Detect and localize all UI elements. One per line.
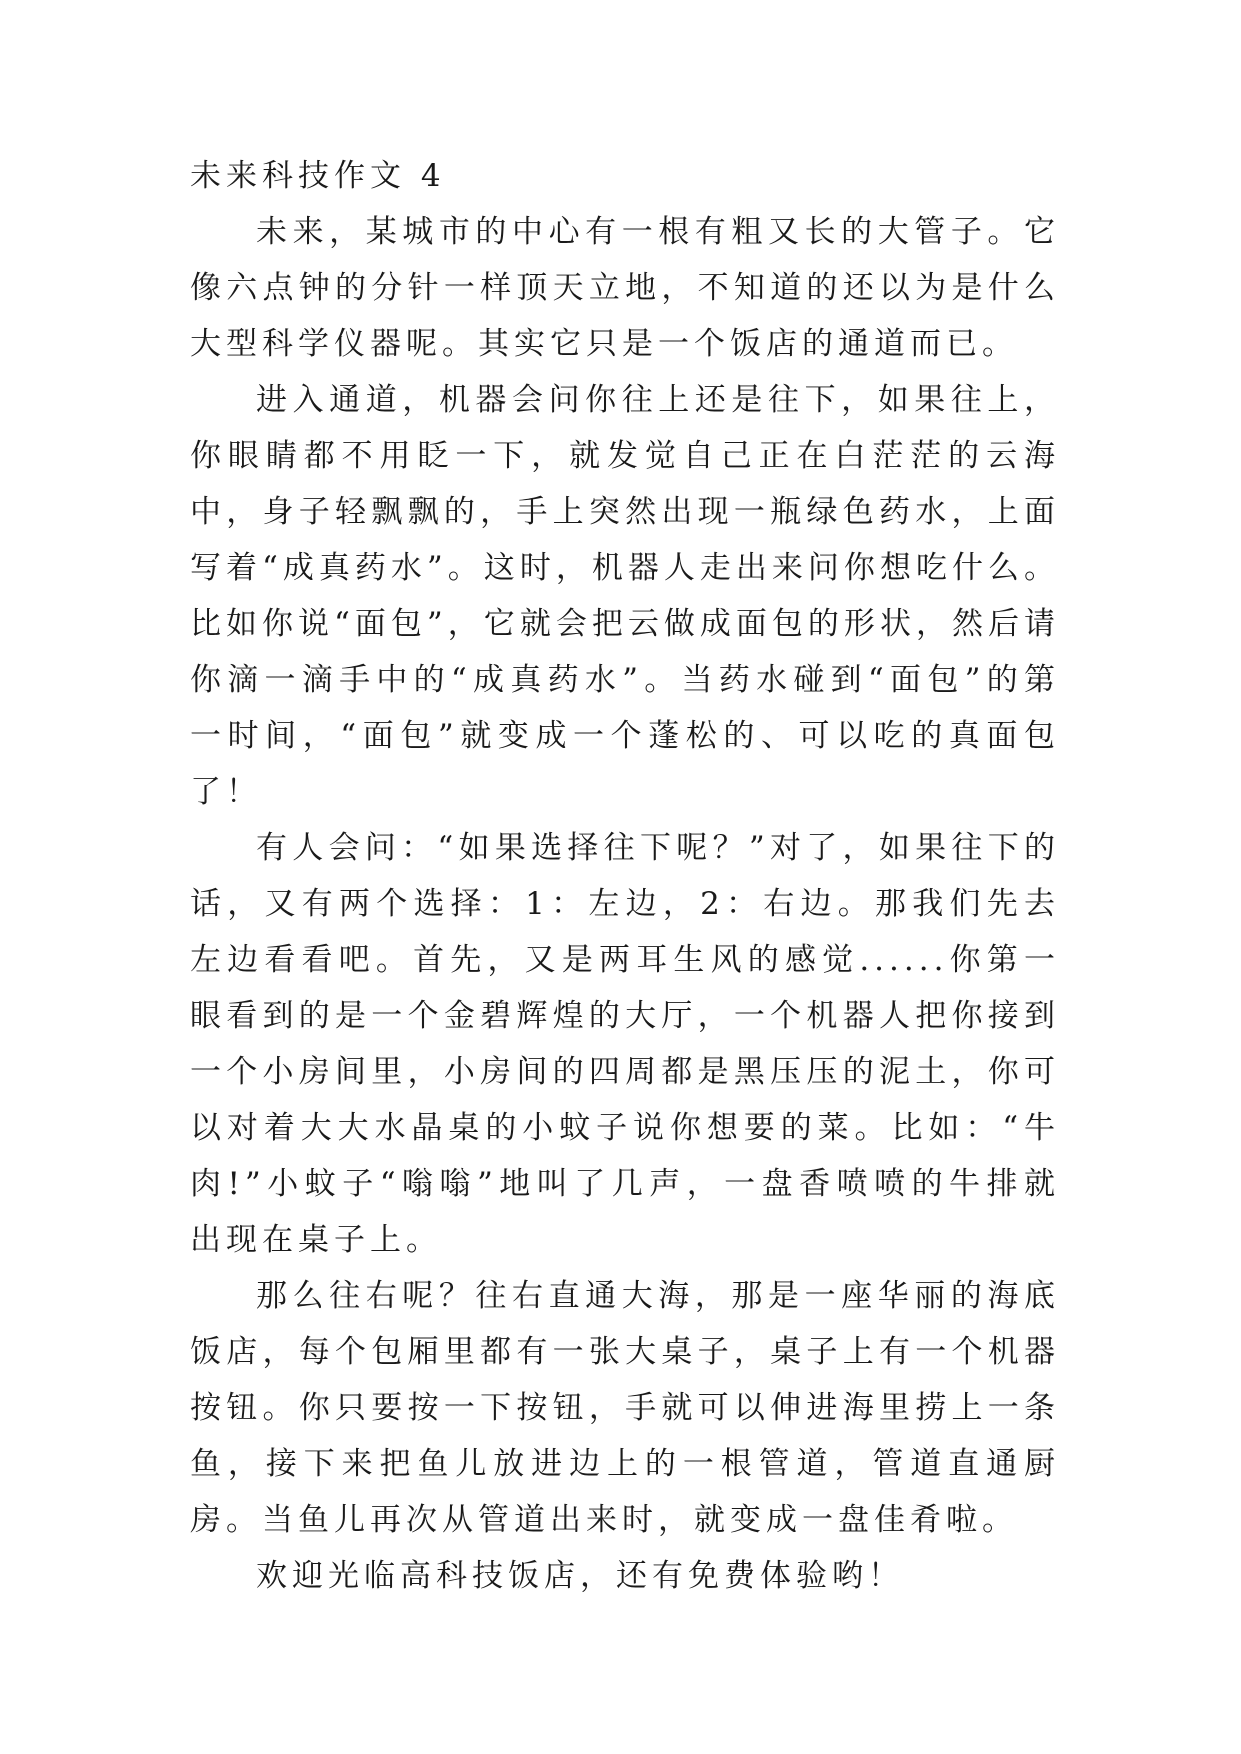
paragraph-1: 未来，某城市的中心有一根有粗又长的大管子。它像六点钟的分针一样顶天立地，不知道的还以为是什么大型科学仪器呢。其实它只是一个饭店的通道而已。 bbox=[190, 214, 1060, 362]
paragraph-3: 有人会问：“如果选择往下呢？”对了，如果往下的话，又有两个选择：1：左边，2：右边。那我们先去左边看看吧。首先，又是两耳生风的感觉......你第一眼看到的是一个金碧辉煌的大厅，一个机器人把你接到一个小房间里，小房间的四周都是黑压压的泥土，你可以对着大大水晶桌的小蚊子说你想要的菜。比如：“牛肉!”小蚊子“嗡嗡”地叫了几声，一盘香喷喷的牛排就出现在桌子上。 bbox=[190, 830, 1060, 1258]
document-body bbox=[190, 148, 1060, 1604]
paragraph-5: 欢迎光临高科技饭店，还有免费体验哟！ bbox=[256, 1558, 904, 1594]
paragraph-4: 那么往右呢？往右直通大海，那是一座华丽的海底饭店，每个包厢里都有一张大桌子，桌子上有一个机器按钮。你只要按一下按钮，手就可以伸进海里捞上一条鱼，接下来把鱼儿放进边上的一根管道，管道直通厨房。当鱼儿再次从管道出来时，就变成一盘佳肴啦。 bbox=[190, 1278, 1060, 1538]
paragraph-2: 进入通道，机器会问你往上还是往下，如果往上，你眼睛都不用眨一下，就发觉自己正在白茫茫的云海中，身子轻飘飘的，手上突然出现一瓶绿色药水，上面写着“成真药水”。这时，机器人走出来问你想吃什么。比如你说“面包”，它就会把云做成面包的形状，然后请你滴一滴手中的“成真药水”。当药水碰到“面包”的第一时间，“面包”就变成一个蓬松的、可以吃的真面包了！ bbox=[190, 382, 1060, 810]
document-title: 未来科技作文 4 bbox=[190, 158, 446, 194]
